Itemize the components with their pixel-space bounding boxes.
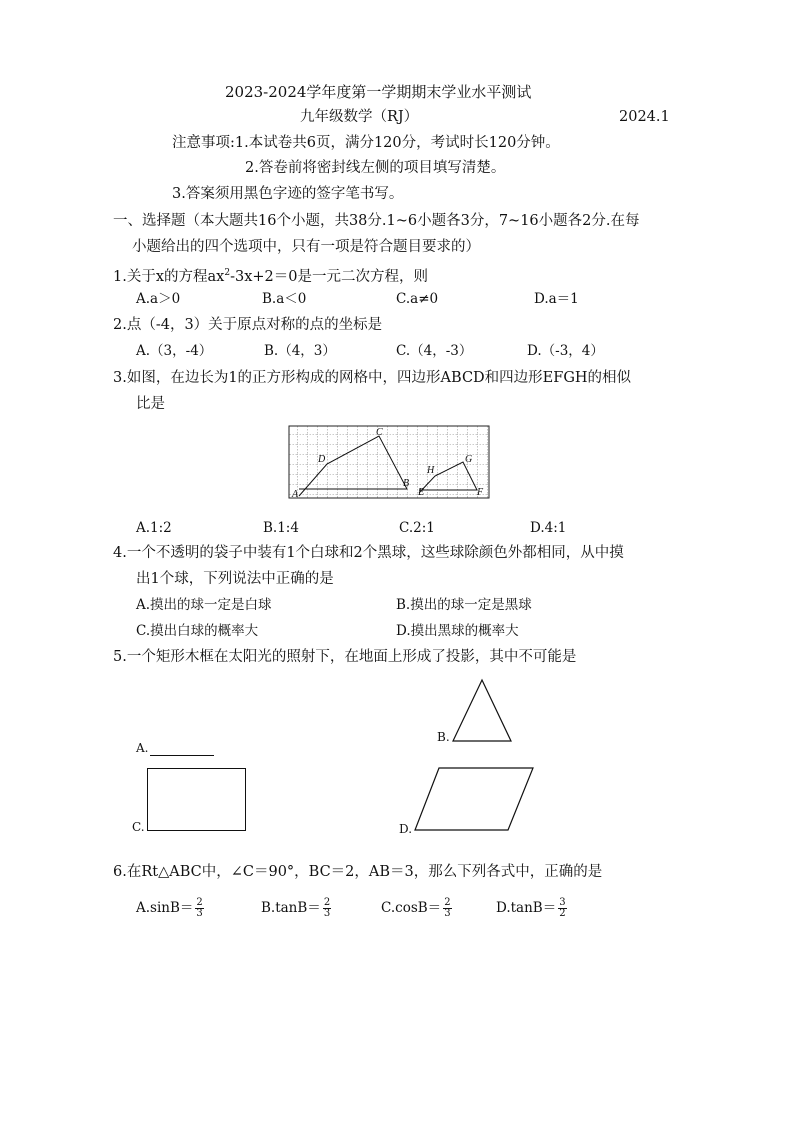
q3-option-b: B.1:4 [263,520,299,536]
label-h: H [427,465,435,476]
label-b: B [403,478,410,489]
label-f: F [477,487,484,498]
q3-option-d: D.4:1 [530,520,567,536]
q6-option-a: A.sinB＝ $\frac{2}{3}$ [136,897,203,919]
q5-label-d: D. [399,822,413,836]
label-a: A [292,489,299,500]
exam-title: 2023-2024学年度第一学期期末学业水平测试 [225,83,532,101]
note-1: 注意事项:1.本试卷共6页，满分120分，考试时长120分钟。 [172,135,560,151]
q3-option-a: A.1:2 [136,520,172,536]
fraction: $\frac{2}{3}$ [196,897,203,919]
q3-option-c: C.2:1 [399,520,435,536]
q2-option-c: C.（4，-3） [396,343,473,359]
note-3: 3.答案须用黑色字迹的签字笔书写。 [172,186,404,202]
label-d: D [318,454,326,465]
q2-option-d: D.（-3，4） [527,343,604,359]
q5-option-b-triangle-shape [450,678,514,744]
fraction: $\frac{2}{3}$ [323,897,331,919]
q1-option-c: C.a≠0 [396,291,439,307]
label-g: G [465,454,473,465]
label-e: E [418,487,425,498]
q3-stem-line1: 3.如图，在边长为1的正方形构成的网格中，四边形ABCD和四边形EFGH的相似 [113,370,632,386]
q3-stem-line2: 比是 [136,396,165,412]
q4-stem-line2: 出1个球，下列说法中正确的是 [136,571,334,587]
q4-option-a: A.摸出的球一定是白球 [136,597,272,613]
q1-option-a: A.a＞0 [136,291,181,307]
q5-stem: 5.一个矩形木框在太阳光的照射下，在地面上形成了投影，其中不可能是 [113,649,577,665]
q2-option-a: A.（3，-4） [136,343,213,359]
q5-option-d-parallelogram-shape [413,765,537,833]
q5-label-a: A. [136,741,149,755]
q2-stem: 2.点（-4，3）关于原点对称的点的坐标是 [113,317,383,333]
q5-option-c-rectangle-shape [147,768,246,831]
q4-option-d: D.摸出黑球的概率大 [396,623,519,639]
subject-label: 九年级数学（RJ） [300,109,419,125]
q6-option-d: D.tanB＝ $\frac{3}{2}$ [496,897,566,919]
fraction: $\frac{2}{3}$ [444,897,451,919]
q5-option-a-line-shape [150,755,214,756]
q1-stem: 1.关于x的方程$ax^2-3x+2=0$是一元二次方程，则 [113,268,428,285]
q6-option-c: C.cosB＝ $\frac{2}{3}$ [381,897,451,919]
section-heading-line2: 小题给出的四个选项中，只有一项是符合题目要求的） [132,239,480,255]
exam-date: 2024.1 [619,109,670,125]
q1-option-b: B.a＜0 [262,291,307,307]
fraction: $\frac{3}{2}$ [559,897,566,919]
q1-option-d: D.a＝1 [534,291,579,307]
q3-grid-figure [287,424,491,502]
section-heading-line1: 一、选择题（本大题共16个小题，共38分.1~6小题各3分，7~16小题各2分.在每 [113,213,640,229]
q4-stem-line1: 4.一个不透明的袋子中装有1个白球和2个黑球，这些球除颜色外都相同，从中摸 [113,545,624,561]
q4-option-b: B.摸出的球一定是黑球 [396,597,532,613]
q5-label-b: B. [437,730,450,744]
q4-option-c: C.摸出白球的概率大 [136,623,259,639]
label-c: C [376,427,383,438]
q6-option-b: B.tanB＝ $\frac{2}{3}$ [261,897,331,919]
note-2: 2.答卷前将密封线左侧的项目填写清楚。 [245,160,506,176]
q6-stem: 6.在Rt△ABC中，∠C＝90°，BC＝2，AB＝3，那么下列各式中，正确的是 [113,864,603,880]
q2-option-b: B.（4，3） [264,343,336,359]
q5-label-c: C. [132,820,145,834]
